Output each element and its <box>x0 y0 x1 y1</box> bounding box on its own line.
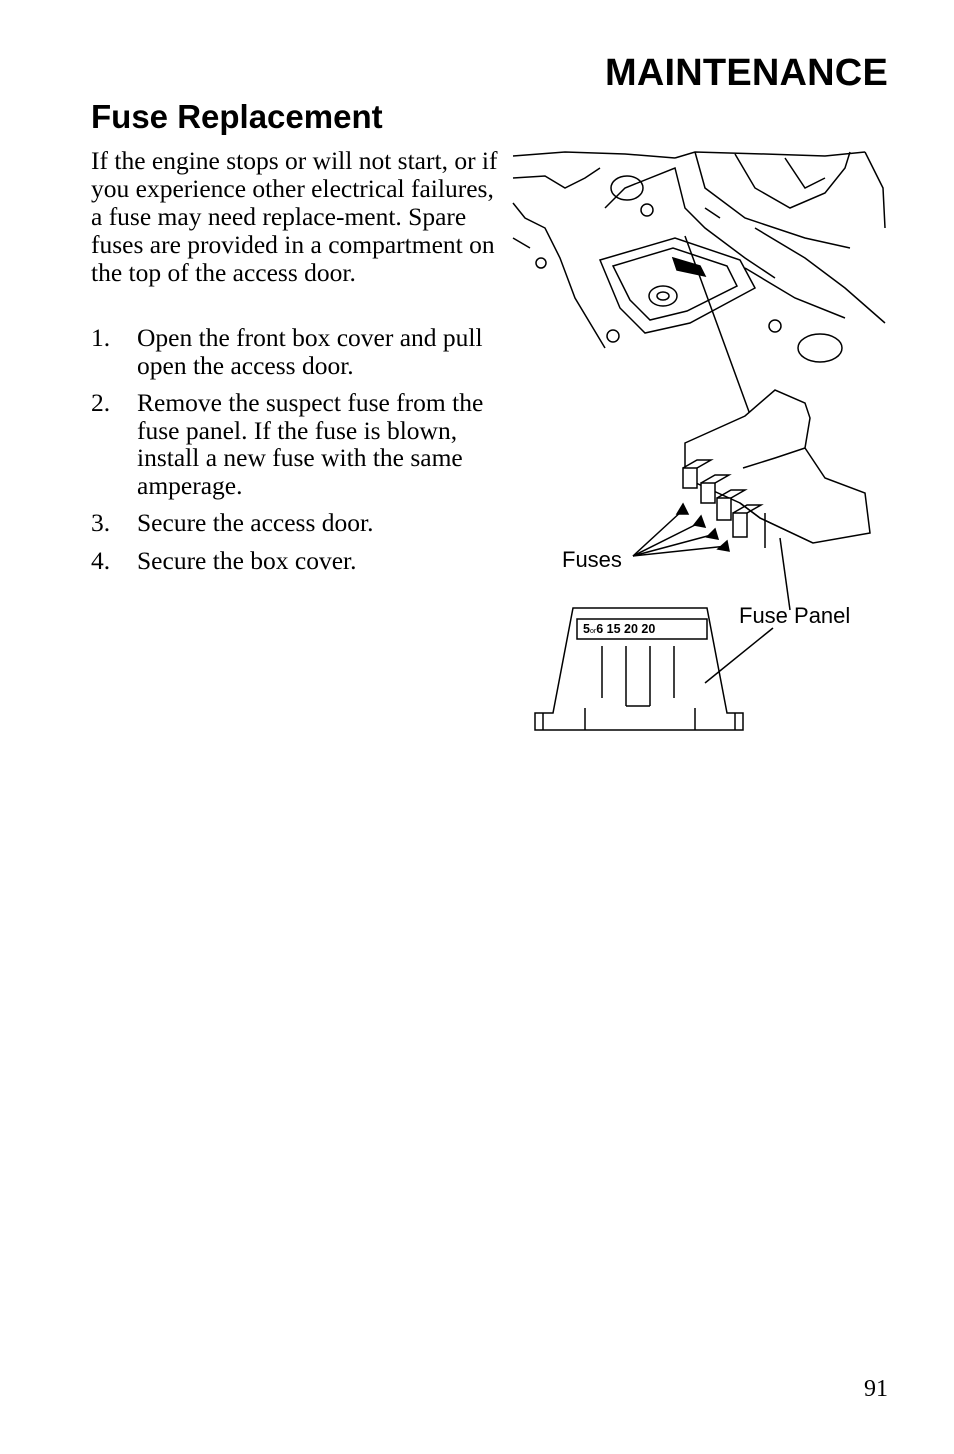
step-item <box>91 509 491 537</box>
step-number: 1. <box>91 323 111 352</box>
step-item <box>91 389 491 499</box>
rating-rest: 6 15 20 20 <box>596 622 656 636</box>
section-header: MAINTENANCE <box>605 52 888 94</box>
step-number: 3. <box>91 508 111 537</box>
fuse-panel-leader-top <box>780 538 790 610</box>
vehicle-body-art <box>513 152 885 362</box>
step-text: Remove the suspect fuse from the fuse panel. If the fuse is blown, install a new fuse with the same amperage. <box>137 388 484 500</box>
fuses-leader-lines <box>633 504 729 556</box>
rating-first: 5 <box>583 622 590 636</box>
step-number: 4. <box>91 545 111 575</box>
fuse-diagram-drawing <box>505 148 895 748</box>
fuse-box-art <box>683 390 870 548</box>
rating-or: or <box>589 628 597 635</box>
step-number: 2. <box>91 388 111 417</box>
fuses-label: Fuses <box>562 547 622 572</box>
page-number: 91 <box>864 1376 888 1402</box>
fuse-ratings <box>577 619 707 639</box>
fuse-panel-label: Fuse Panel <box>739 603 851 628</box>
step-item <box>91 324 491 379</box>
steps-list <box>91 324 491 584</box>
pointer-line <box>685 236 760 442</box>
page-title: Fuse Replacement <box>91 98 383 135</box>
intro-paragraph: If the engine stops or will not start, or if you experience other electrical failures, a fuse may need replace-ment. Spare fuses are provided in a compartment on the top of the access door. <box>91 146 498 287</box>
step-text: Secure the access door. <box>137 508 374 537</box>
step-text: Open the front box cover and pull open the access door. <box>137 323 483 380</box>
fuse-panel-illustration <box>505 148 895 748</box>
step-text: Secure the box cover. <box>137 545 357 575</box>
step-item <box>91 547 491 575</box>
